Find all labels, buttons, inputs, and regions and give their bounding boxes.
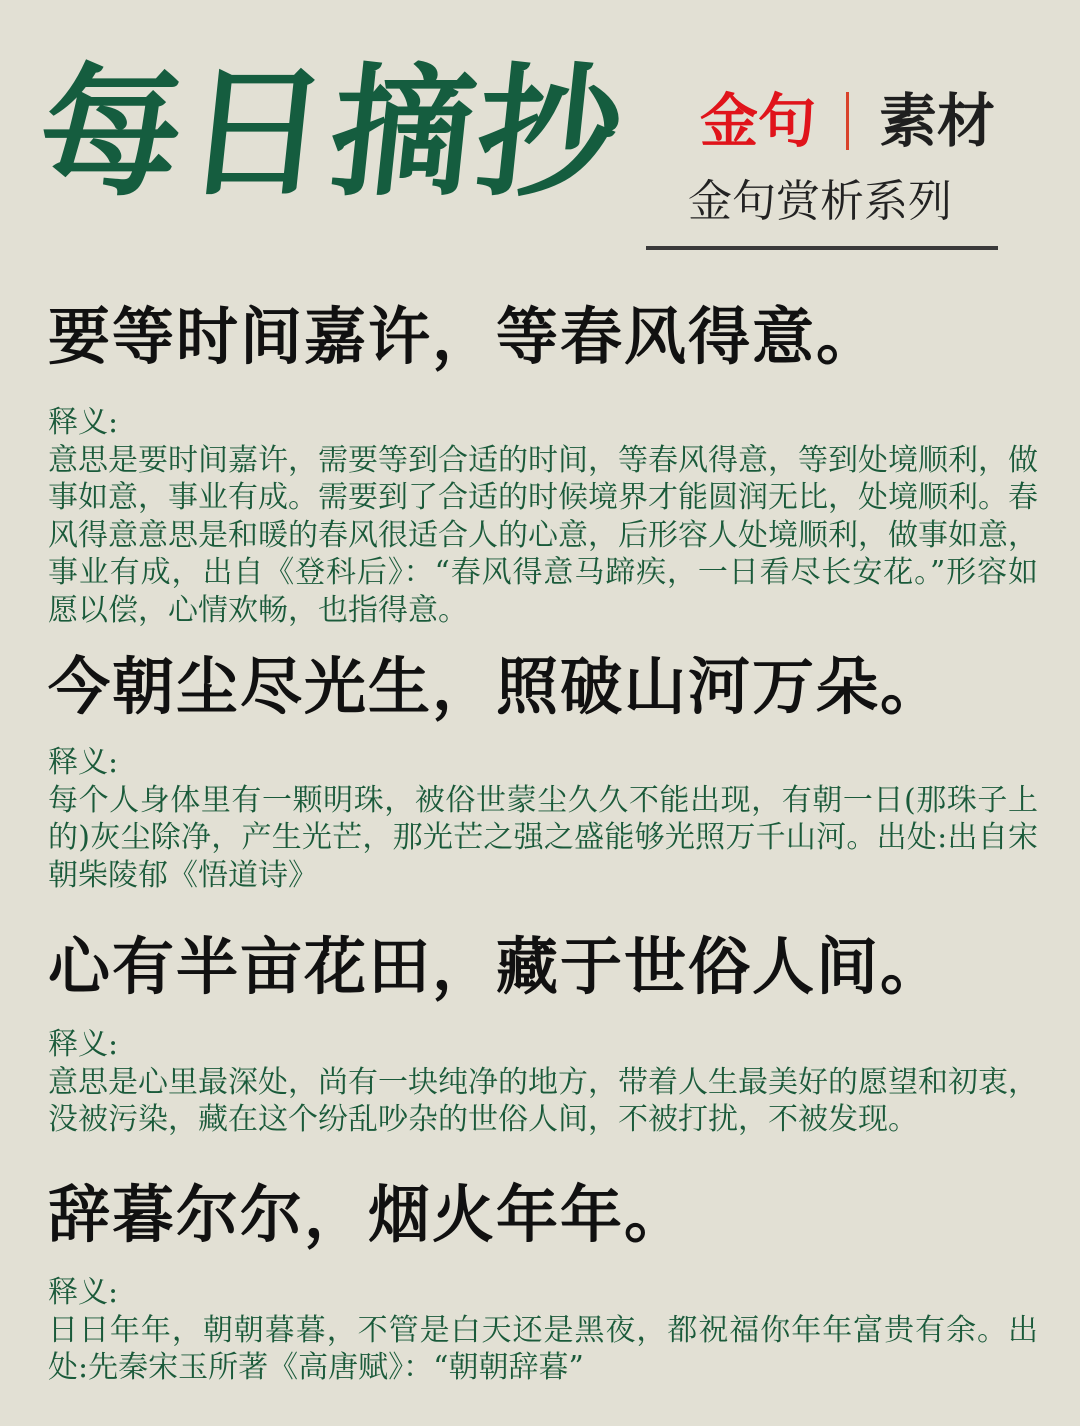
entry-quote: 辞暮尔尔，烟火年年。 — [48, 1178, 689, 1251]
header — [0, 0, 1080, 260]
tag-material: 素材 — [879, 87, 996, 155]
entry-explanation: 每个人身体里有一颗明珠，被俗世蒙尘久久不能出现，有朝一日(那珠子上的)灰尘除净，产生光芒，那光芒之强之盛能够光照万千山河。出处:出自宋朝柴陵郁《悟道诗》 — [48, 782, 1038, 893]
entry-quote: 要等时间嘉许，等春风得意。 — [48, 300, 881, 373]
entry-quote: 今朝尘尽光生，照破山河万朵。 — [48, 650, 945, 723]
entry-explanation: 日日年年，朝朝暮暮，不管是白天还是黑夜，都祝福你年年富贵有余。出处:先秦宋玉所著《高唐赋》：“朝朝辞暮” — [48, 1312, 1038, 1385]
entry-label: 释义: — [48, 1027, 119, 1062]
entry-explanation: 意思是心里最深处，尚有一块纯净的地方，带着人生最美好的愿望和初衷，没被污染，藏在这个纷乱吵杂的世俗人间，不被打扰，不被发现。 — [48, 1064, 1038, 1137]
entry-explanation: 意思是要时间嘉许，需要等到合适的时间，等春风得意，等到处境顺利，做事如意，事业有成。需要到了合适的时候境界才能圆润无比，处境顺利。春风得意意思是和暖的春风很适合人的心意，后形容人处境顺利，做事如意，事业有成，出自《登科后》：“春风得意马蹄疾，一日看尽长安花。”形容如愿以偿，心情欢畅，也指得意。 — [48, 442, 1038, 628]
entry-quote: 心有半亩花田，藏于世俗人间。 — [48, 930, 945, 1003]
entry-label: 释义: — [48, 745, 119, 780]
entry-label: 释义: — [48, 405, 119, 440]
series-subtitle: 金句赏析系列 — [688, 176, 952, 227]
tag-divider — [846, 92, 849, 150]
tag-golden-sentence: 金句 — [700, 87, 817, 155]
entry-4 — [48, 1178, 1038, 1387]
entry-3 — [48, 930, 1038, 1139]
entry-1 — [48, 300, 1038, 629]
entry-2 — [48, 650, 1038, 894]
main-title: 每日摘抄 — [31, 50, 633, 216]
entry-label: 释义: — [48, 1275, 119, 1310]
series-underline — [646, 246, 998, 250]
tag-row — [700, 86, 995, 156]
